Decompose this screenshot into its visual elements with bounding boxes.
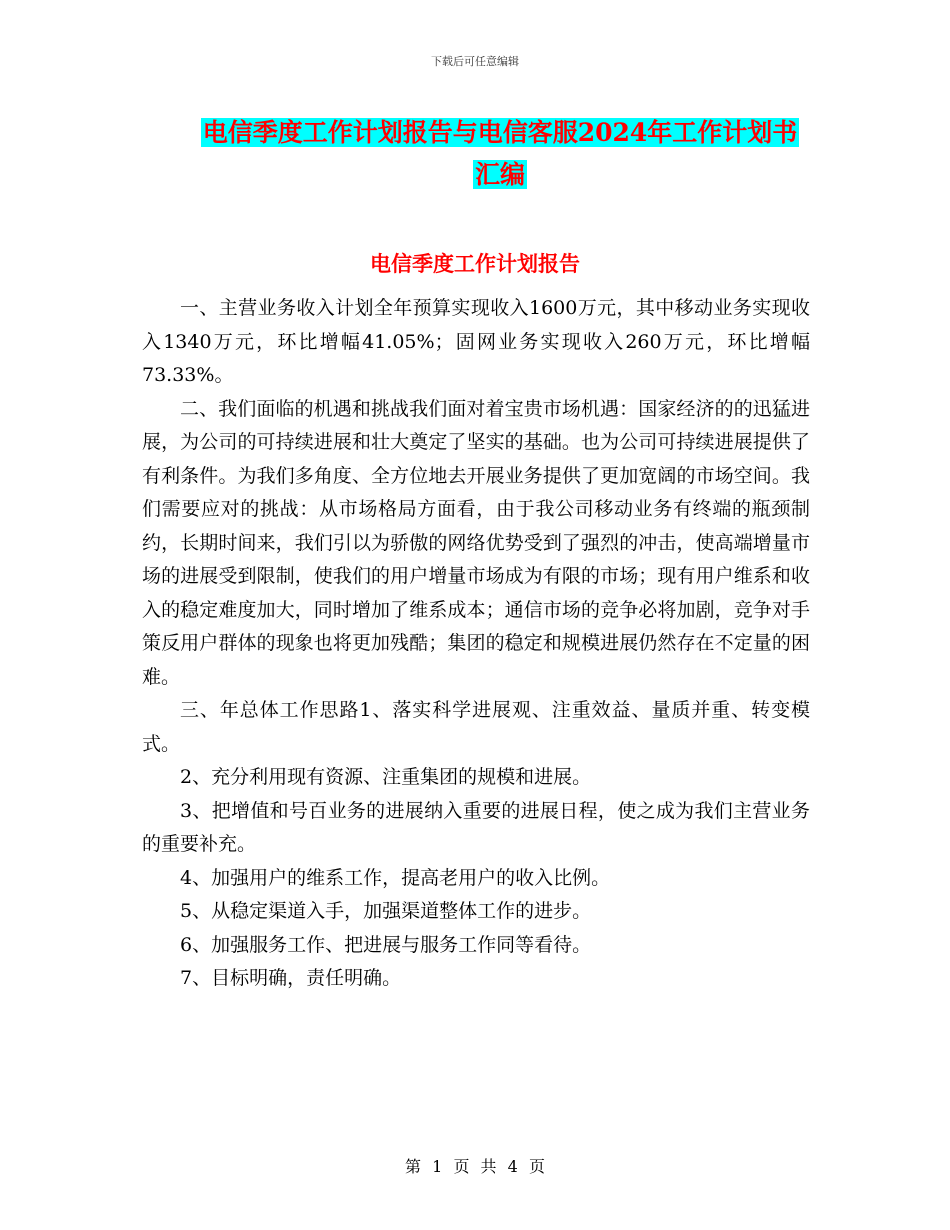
footer-prefix: 第 bbox=[405, 1157, 422, 1176]
paragraph-item-4: 4、加强用户的维系工作，提高老用户的收入比例。 bbox=[180, 866, 611, 889]
paragraph-item-5: 5、从稳定渠道入手，加强渠道整体工作的进步。 bbox=[180, 900, 592, 922]
footer-total-word: 共 bbox=[480, 1157, 497, 1176]
document-body bbox=[142, 292, 810, 996]
document-title-line-2: 汇编 bbox=[474, 160, 525, 189]
header-note: 下载后可任意编辑 bbox=[431, 55, 519, 68]
footer-total-pages: 4 bbox=[507, 1157, 518, 1176]
paragraph-item-6: 6、加强服务工作、把进展与服务工作同等看待。 bbox=[180, 933, 592, 956]
section-title: 电信季度工作计划报告 bbox=[370, 251, 580, 276]
paragraph-item-7: 7、目标明确，责任明确。 bbox=[180, 967, 402, 989]
paragraph-revenue-plan: 一、主营业务收入计划全年预算实现收入1600万元，其中移动业务实现收入1340万元，环比增幅41.05%；固网业务实现收入260万元，环比增幅73.33%。 bbox=[142, 297, 810, 386]
paragraph-overall-approach: 三、年总体工作思路1、落实科学进展观、注重效益、量质并重、转变模式。 bbox=[142, 699, 810, 755]
paragraph-opportunities-challenges: 二、我们面临的机遇和挑战我们面对着宝贵市场机遇：国家经济的的迅猛进展，为公司的可持续进展和壮大奠定了坚实的基础。也为公司可持续进展提供了有利条件。为我们多角度、全方位地去开展业务提供了更加宽阔的市场空间。我们需要应对的挑战：从市场格局方面看，由于我公司移动业务有终端的瓶颈制约，长期时间来，我们引以为骄傲的网络优势受到了强烈的冲击，使高端增量市场的进展受到限制，使我们的用户增量市场成为有限的市场；现有用户维系和收入的稳定难度加大，同时增加了维系成本；通信市场的竞争必将加剧，竞争对手策反用户群体的现象也将更加残酷；集团的稳定和规模进展仍然存在不定量的困难。 bbox=[142, 397, 810, 688]
document-title bbox=[150, 112, 850, 196]
footer-suffix: 页 bbox=[528, 1157, 545, 1176]
footer-page-word: 页 bbox=[453, 1157, 470, 1176]
page-footer bbox=[0, 1154, 950, 1177]
footer-current-page: 1 bbox=[432, 1157, 443, 1176]
paragraph-item-2: 2、充分利用现有资源、注重集团的规模和进展。 bbox=[180, 766, 592, 788]
paragraph-item-3: 3、把增值和号百业务的进展纳入重要的进展日程，使之成为我们主营业务的重要补充。 bbox=[142, 799, 810, 855]
document-title-line-1: 电信季度工作计划报告与电信客服2024年工作计划书 bbox=[202, 118, 798, 147]
